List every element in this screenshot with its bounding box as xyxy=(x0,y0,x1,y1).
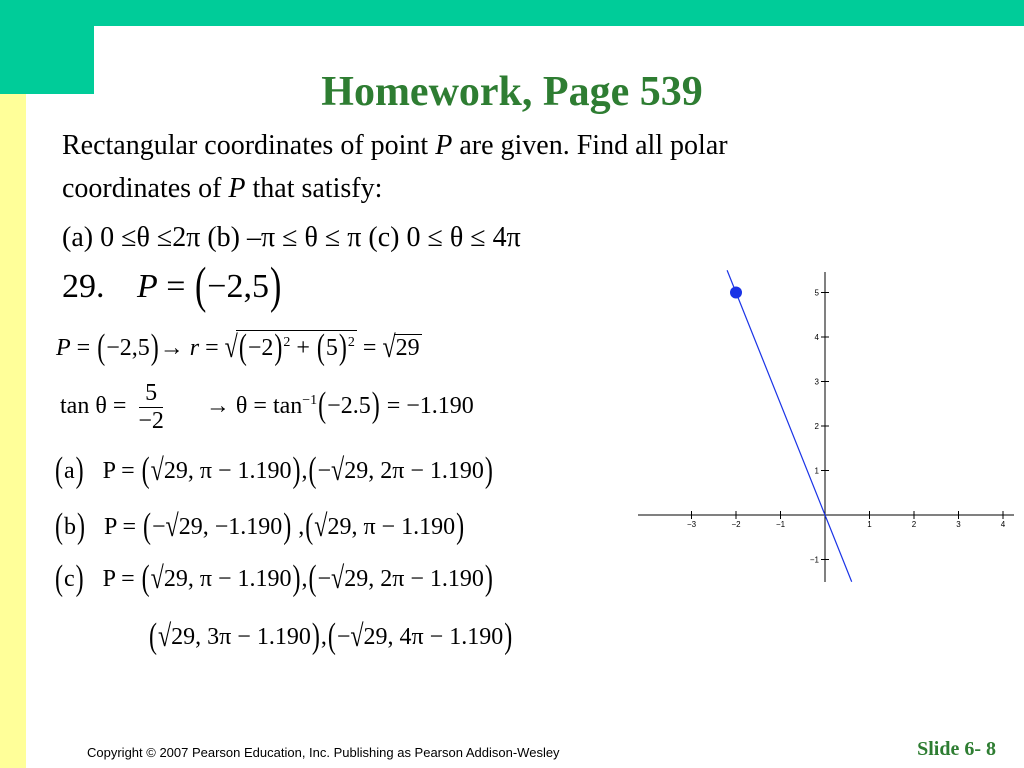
answer-a: (a) P = (√29, π − 1.190),(−√29, 2π − 1.190) xyxy=(55,451,493,491)
footer-copyright: Copyright © 2007 Pearson Education, Inc. Publishing as Pearson Addison-Wesley xyxy=(87,745,560,760)
x-tick-label: 3 xyxy=(956,520,961,529)
answer-b: (b) P = (−√29, −1.190) ,(√29, π − 1.190) xyxy=(55,507,465,547)
x-tick-label: −2 xyxy=(731,520,741,529)
x-tick-label: 4 xyxy=(1000,520,1006,529)
y-tick-label: 2 xyxy=(814,422,819,431)
domain-conditions: (a) 0 ≤θ ≤2π (b) –π ≤ θ ≤ π (c) 0 ≤ θ ≤ 4π xyxy=(62,222,521,253)
prompt-line-1: Rectangular coordinates of point P are given. Find all polar xyxy=(62,130,728,161)
x-tick-label: −1 xyxy=(775,520,786,529)
y-tick-label: 3 xyxy=(814,377,819,387)
y-tick-label: −1 xyxy=(809,555,819,565)
slide-title: Homework, Page 539 xyxy=(321,69,703,115)
problem-number: 29. xyxy=(62,268,105,305)
y-tick-label: 5 xyxy=(814,288,819,298)
point-p-marker xyxy=(730,287,742,299)
top-accent-bar xyxy=(0,0,1024,26)
prompt-line-2: coordinates of P that satisfy: xyxy=(62,173,383,204)
y-tick-label: 4 xyxy=(814,333,819,342)
y-tick-label: 1 xyxy=(814,466,819,476)
r-computation: $P = (-2,5)\to r = √(-2)^2 + (5)^2 = √29$ xyxy=(56,328,420,368)
coordinate-plot xyxy=(630,270,1020,590)
answer-c: (c) P = (√29, π − 1.190),(−√29, 2π − 1.190) xyxy=(55,559,493,599)
x-tick-label: −3 xyxy=(686,520,697,529)
slide-number: Slide 6- 8 xyxy=(917,738,996,760)
x-tick-label: 2 xyxy=(911,520,917,529)
answer-c-continued: (√29, 3π − 1.190),(−√29, 4π − 1.190) xyxy=(149,617,513,657)
problem-statement: 29. P = (−2,5) xyxy=(62,258,282,314)
tan-computation: tan θ = $\frac{5}{-2}$ → $\theta = \tan^{-1}(-2.5) = -1.190$ xyxy=(60,380,474,434)
line-through-origin xyxy=(727,270,852,582)
x-tick-label: 1 xyxy=(867,520,872,529)
